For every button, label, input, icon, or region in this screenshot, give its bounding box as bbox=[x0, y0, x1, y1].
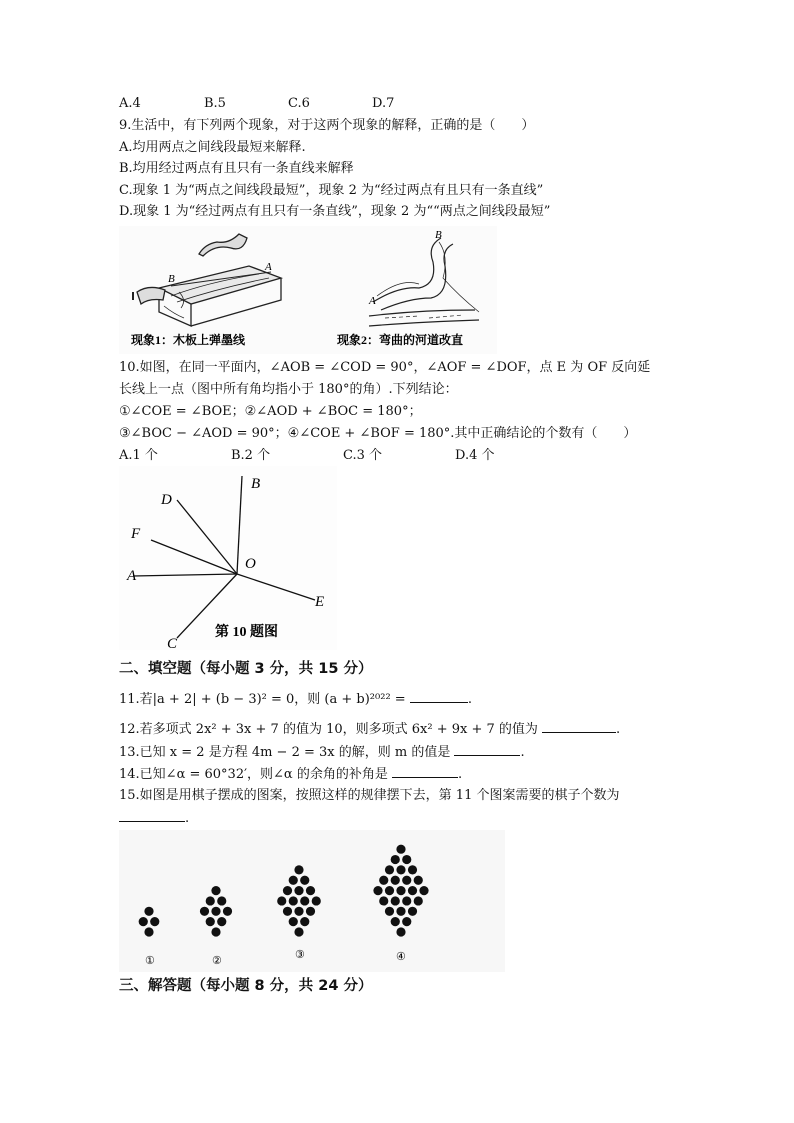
q9-figure bbox=[119, 226, 497, 354]
q15-label-1: ① bbox=[145, 955, 155, 967]
chess-piece bbox=[294, 907, 303, 916]
q10-line-1: 10.如图，在同一平面内，∠AOB = ∠COD = 90°，∠AOF = ∠DOF，点 E 为 OF 反向延 bbox=[119, 360, 651, 375]
q15-end: . bbox=[185, 811, 190, 826]
chess-piece bbox=[379, 896, 388, 905]
q10-figure bbox=[119, 466, 337, 650]
chess-piece bbox=[289, 896, 298, 905]
chess-piece bbox=[300, 876, 309, 885]
q9-stem: 9.生活中，有下列两个现象，对于这两个现象的解释，正确的是（ ） bbox=[119, 118, 535, 133]
q13 bbox=[119, 743, 525, 761]
chess-piece bbox=[402, 876, 411, 885]
chess-piece bbox=[402, 896, 411, 905]
q15-answer-blank[interactable] bbox=[119, 809, 185, 822]
q10-label-d: D bbox=[161, 492, 172, 508]
chess-piece bbox=[396, 907, 405, 916]
chess-piece bbox=[396, 865, 405, 874]
q10-options bbox=[119, 448, 519, 464]
chess-piece bbox=[223, 907, 232, 916]
chess-piece bbox=[379, 876, 388, 885]
q8-option-c: C.6 bbox=[288, 96, 310, 111]
chess-piece bbox=[408, 886, 417, 895]
chess-piece bbox=[414, 896, 423, 905]
q11 bbox=[119, 690, 472, 708]
q10-line-2: 长线上一点（图中所有角均指小于 180°的角）.下列结论： bbox=[119, 382, 458, 397]
q14-end: . bbox=[457, 767, 463, 782]
chess-piece bbox=[402, 917, 411, 926]
chess-piece bbox=[396, 927, 405, 936]
chess-piece bbox=[150, 917, 159, 926]
chess-piece bbox=[391, 917, 400, 926]
q10-label-f: F bbox=[131, 526, 141, 542]
q8-option-d: D.7 bbox=[372, 96, 395, 111]
q9-fig-label-b: B bbox=[168, 273, 175, 285]
chess-piece bbox=[144, 927, 153, 936]
chess-piece bbox=[385, 886, 394, 895]
chess-piece bbox=[300, 896, 309, 905]
q14-text: 14.已知∠α = 60°32′，则∠α 的余角的补角是 bbox=[119, 767, 388, 782]
q9-option-a: A.均用两点之间线段最短来解释. bbox=[119, 140, 306, 155]
chess-piece bbox=[396, 845, 405, 854]
chess-piece bbox=[408, 865, 417, 874]
chess-piece bbox=[373, 886, 382, 895]
chess-piece bbox=[396, 886, 405, 895]
q10-label-o: O bbox=[245, 556, 256, 572]
chess-piece bbox=[391, 855, 400, 864]
q12 bbox=[119, 720, 620, 738]
q15-label-4: ④ bbox=[396, 951, 406, 963]
chess-piece bbox=[294, 886, 303, 895]
chess-piece bbox=[408, 907, 417, 916]
chess-piece bbox=[312, 896, 321, 905]
q15-line-2 bbox=[119, 809, 189, 827]
q11-answer-blank[interactable] bbox=[410, 690, 468, 703]
chess-piece bbox=[294, 865, 303, 874]
q10-label-a: A bbox=[127, 568, 137, 584]
chess-piece bbox=[391, 896, 400, 905]
chess-piece bbox=[306, 886, 315, 895]
chess-piece bbox=[294, 927, 303, 936]
chess-piece bbox=[283, 886, 292, 895]
q8-option-a: A.4 bbox=[119, 96, 141, 111]
chess-piece bbox=[300, 917, 309, 926]
section-3-heading: 三、解答题（每小题 8 分，共 24 分） bbox=[119, 978, 373, 994]
q8-option-b: B.5 bbox=[204, 96, 226, 111]
q10-label-c: C bbox=[167, 636, 178, 650]
chess-piece bbox=[217, 917, 226, 926]
q11-text: 11.若|a + 2| + (b − 3)² = 0，则 (a + b)²⁰²² = bbox=[119, 692, 406, 707]
q9-fig-label-a: A bbox=[265, 261, 272, 273]
q11-end: . bbox=[467, 692, 472, 707]
chess-piece bbox=[289, 917, 298, 926]
chess-piece bbox=[206, 896, 215, 905]
q9-option-d: D.现象 1 为“经过两点有且只有一条直线”，现象 2 为““两点之间线段最短” bbox=[119, 204, 551, 219]
q10-label-e: E bbox=[315, 594, 325, 610]
chess-piece bbox=[289, 876, 298, 885]
chess-piece bbox=[391, 876, 400, 885]
chess-piece bbox=[206, 917, 215, 926]
q12-text: 12.若多项式 2x² + 3x + 7 的值为 10，则多项式 6x² + 9x + 7 的值为 bbox=[119, 722, 538, 737]
q12-answer-blank[interactable] bbox=[542, 720, 616, 733]
chess-piece bbox=[419, 886, 428, 895]
q10-label-b: B bbox=[251, 476, 261, 492]
q9-option-c: C.现象 1 为“两点之间线段最短”，现象 2 为“经过两点有且只有一条直线” bbox=[119, 183, 544, 198]
q15-label-3: ③ bbox=[295, 949, 305, 961]
q12-end: . bbox=[616, 722, 621, 737]
chess-piece bbox=[277, 896, 286, 905]
q15-label-2: ② bbox=[212, 955, 222, 967]
q9-fig-caption-1: 现象1：木板上弹墨线 bbox=[131, 333, 246, 347]
q9-fig-caption-2: 现象2：弯曲的河道改直 bbox=[337, 333, 464, 347]
q10-option-b: B.2 个 bbox=[231, 448, 271, 463]
q10-option-d: D.4 个 bbox=[455, 448, 495, 463]
section-2-heading: 二、填空题（每小题 3 分，共 15 分） bbox=[119, 661, 373, 677]
q15-line-1: 15.如图是用棋子摆成的图案，按照这样的规律摆下去，第 11 个图案需要的棋子个数为 bbox=[119, 788, 620, 803]
chess-piece bbox=[402, 855, 411, 864]
q13-text: 13.已知 x = 2 是方程 4m − 2 = 3x 的解，则 m 的值是 bbox=[119, 745, 451, 760]
chess-piece bbox=[211, 907, 220, 916]
chess-piece bbox=[385, 907, 394, 916]
chess-piece bbox=[139, 917, 148, 926]
q13-end: . bbox=[520, 745, 525, 760]
q14-answer-blank[interactable] bbox=[392, 765, 458, 778]
q15-figure bbox=[119, 830, 505, 972]
q10-option-c: C.3 个 bbox=[343, 448, 383, 463]
q10-option-a: A.1 个 bbox=[119, 448, 158, 463]
q9-fig-label-b2: B bbox=[435, 229, 442, 241]
q10-line-3: ①∠COE = ∠BOE；②∠AOD + ∠BOC = 180°； bbox=[119, 404, 422, 419]
q10-line-4: ③∠BOC − ∠AOD = 90°；④∠COE + ∠BOF = 180°.其中正确结论的个数有（ ） bbox=[119, 426, 637, 441]
chess-piece bbox=[211, 886, 220, 895]
chess-piece bbox=[283, 907, 292, 916]
q10-fig-caption: 第 10 题图 bbox=[215, 625, 278, 640]
chess-piece bbox=[414, 876, 423, 885]
chess-piece bbox=[200, 907, 209, 916]
q8-options bbox=[119, 96, 479, 112]
chess-piece bbox=[217, 896, 226, 905]
chess-piece bbox=[144, 907, 153, 916]
chess-piece bbox=[211, 927, 220, 936]
q14 bbox=[119, 765, 462, 783]
chess-piece bbox=[306, 907, 315, 916]
q9-fig-label-a2: A bbox=[369, 295, 376, 307]
q13-answer-blank[interactable] bbox=[454, 743, 520, 756]
q9-option-b: B.均用经过两点有且只有一条直线来解释 bbox=[119, 161, 354, 176]
chess-piece bbox=[385, 865, 394, 874]
